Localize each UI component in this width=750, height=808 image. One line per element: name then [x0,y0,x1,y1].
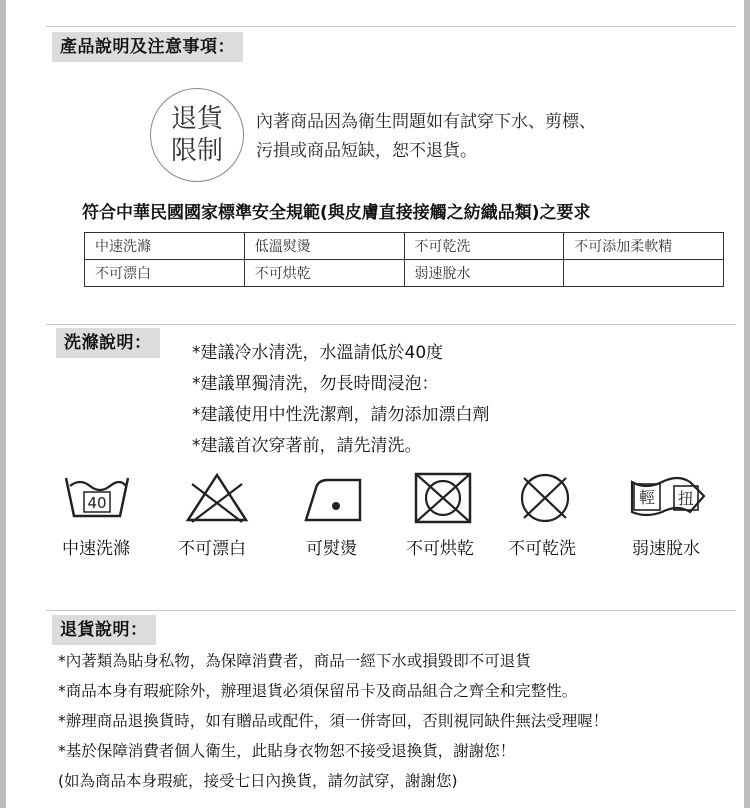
table-row [85,260,724,287]
badge-line-1: 退貨 [170,104,223,134]
gentle-spin-icon [626,470,712,526]
list-item: *建議首次穿著前，請先清洗。 [192,436,422,456]
wash-instructions [192,338,490,462]
badge-line-2: 限制 [170,136,223,166]
divider [46,26,736,27]
symbol-label: 不可漂白 [178,539,246,559]
divider [46,610,736,611]
wash-40-icon [62,470,132,526]
list-item: *基於保障消費者個人衛生，此貼身衣物恕不接受退換貨，謝謝您！ [58,742,516,760]
symbol-label: 中速洗滌 [62,539,130,559]
symbol-label: 不可烘乾 [406,539,474,559]
no-dry-clean-icon [514,470,576,526]
table-cell: 弱速脫水 [404,260,564,287]
return-restriction-badge [150,88,244,182]
page [6,0,744,808]
spin-text-right: 扭 [677,489,695,508]
symbol-label: 可熨燙 [306,539,357,559]
product-section-title: 產品說明及注意事項： [52,32,243,62]
care-table [84,232,724,287]
list-item: *商品本身有瑕疵除外，辦理退貨必須保留吊卡及商品組合之齊全和完整性。 [58,682,578,700]
table-cell [564,260,724,287]
table-cell: 不可添加柔軟精 [564,233,724,260]
no-bleach-icon [184,470,250,526]
return-notice [256,108,596,166]
list-item: *內著類為貼身私物，為保障消費者，商品一經下水或損毀即不可退貨 [58,652,531,670]
wash-section-title: 洗滌說明： [56,328,160,358]
table-cell: 不可乾洗 [404,233,564,260]
list-item: (如為商品本身瑕疵，接受七日內換貨，請勿試穿，謝謝您) [58,772,458,790]
notice-line: 內著商品因為衛生問題如有試穿下水、剪標、 [256,112,596,132]
list-item: *建議冷水清洗，水溫請低於40度 [192,343,444,363]
symbol-label: 不可乾洗 [508,539,576,559]
table-cell: 不可漂白 [85,260,245,287]
list-item: *辦理商品退換貨時，如有贈品或配件，須一併寄回，否則視同缺件無法受理喔！ [58,712,609,730]
notice-line: 污損或商品短缺，恕不退貨。 [256,141,477,161]
table-cell: 中速洗滌 [85,233,245,260]
return-policy [58,646,608,796]
return-section-title: 退貨說明： [52,615,156,645]
table-cell: 低溫熨燙 [244,233,404,260]
spin-text-left: 輕 [638,488,656,507]
divider [46,324,736,325]
standard-heading: 符合中華民國國家標準安全規範(與皮膚直接接觸之紡織品類)之要求 [82,203,591,223]
list-item: *建議使用中性洗潔劑，請勿添加漂白劑 [192,405,490,425]
list-item: *建議單獨清洗，勿長時間浸泡： [192,374,439,394]
wash-temp-text: 40 [87,494,107,512]
iron-icon [302,470,368,526]
no-tumble-dry-icon [412,470,474,526]
symbol-label: 弱速脫水 [632,539,700,559]
table-row [85,233,724,260]
table-cell: 不可烘乾 [244,260,404,287]
